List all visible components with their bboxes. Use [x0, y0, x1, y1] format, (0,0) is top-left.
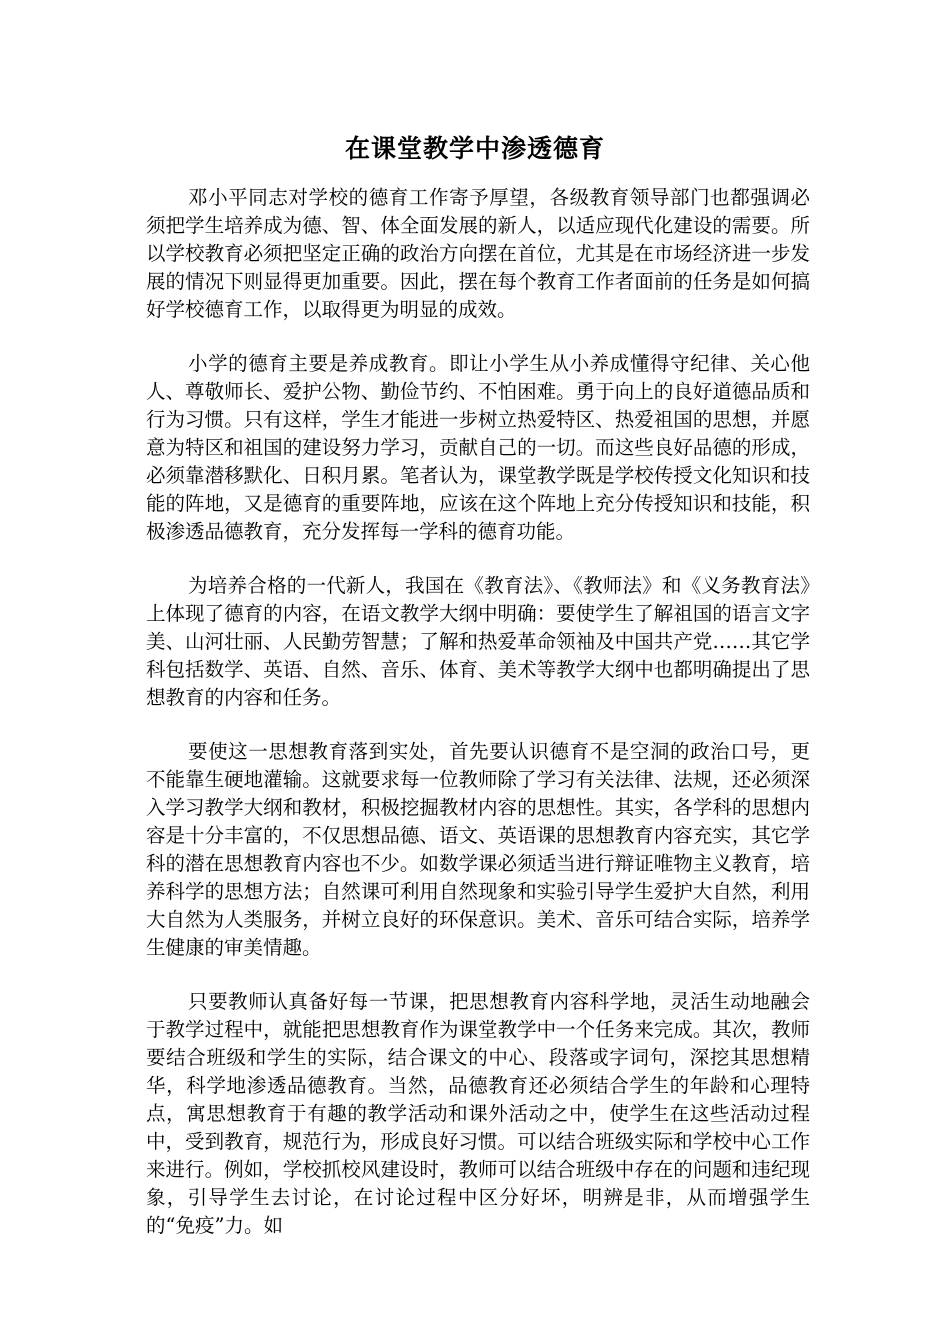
- paragraph: 要使这一思想教育落到实处，首先要认识德育不是空洞的政治口号，更不能靠生硬地灌输。这就要求每一位教师除了学习有关法律、法规，还必须深入学习教学大纲和教材，积极挖掘教材内容的思想性。其实，各学科的思想内容是十分丰富的，不仅思想品德、语文、英语课的思想教育内容充实，其它学科的潜在思想教育内容也不少。如数学课必须适当进行辩证唯物主义教育，培养科学的思想方法；自然课可利用自然现象和实验引导学生爱护大自然，利用大自然为人类服务，并树立良好的环保意识。美术、音乐可结合实际，培养学生健康的审美情趣。: [146, 740, 810, 959]
- paragraph: 小学的德育主要是养成教育。即让小学生从小养成懂得守纪律、关心他人、尊敬师长、爱护公物、勤俭节约、不怕困难。勇于向上的良好道德品质和行为习惯。只有这样，学生才能进一步树立热爱特区、热爱祖国的思想，并愿意为特区和祖国的建设努力学习，贡献自己的一切。而这些良好品德的形成，必须靠潜移默化、日积月累。笔者认为，课堂教学既是学校传授文化知识和技能的阵地，又是德育的重要阵地，应该在这个阵地上充分传授知识和技能，积极渗透品德教育，充分发挥每一学科的德育功能。: [146, 352, 810, 543]
- paragraph: 邓小平同志对学校的德育工作寄予厚望，各级教育领导部门也都强调必须把学生培养成为德、智、体全面发展的新人，以适应现代化建设的需要。所以学校教育必须把坚定正确的政治方向摆在首位，尤其是在市场经济进一步发展的情况下则显得更加重要。因此，摆在每个教育工作者面前的任务是如何搞好学校德育工作，以取得更为明显的成效。: [146, 186, 810, 321]
- document-body: [146, 184, 810, 1266]
- paragraph: 只要教师认真备好每一节课，把思想教育内容科学地，灵活生动地融会于教学过程中，就能把思想教育作为课堂教学中一个任务来完成。其次，教师要结合班级和学生的实际，结合课文的中心、段落或字词句，深挖其思想精华，科学地渗透品德教育。当然，品德教育还必须结合学生的年龄和心理特点，寓思想教育于有趣的教学活动和课外活动之中，使学生在这些活动过程中，受到教育，规范行为，形成良好习惯。可以结合班级实际和学校中心工作来进行。例如，学校抓校风建设时，教师可以结合班级中存在的问题和违纪现象，引导学生去讨论，在讨论过程中区分好坏，明辨是非，从而增强学生的“免疫”力。如: [146, 990, 810, 1237]
- document-title: 在课堂教学中渗透德育: [344, 134, 605, 163]
- paragraph: 为培养合格的一代新人，我国在《教育法》、《教师法》和《义务教育法》上体现了德育的内容，在语文教学大纲中明确：要使学生了解祖国的语言文字美、山河壮丽、人民勤劳智慧；了解和热爱革命领袖及中国共产党……其它学科包括数学、英语、自然、音乐、体育、美术等教学大纲中也都明确提出了思想教育的内容和任务。: [146, 574, 810, 709]
